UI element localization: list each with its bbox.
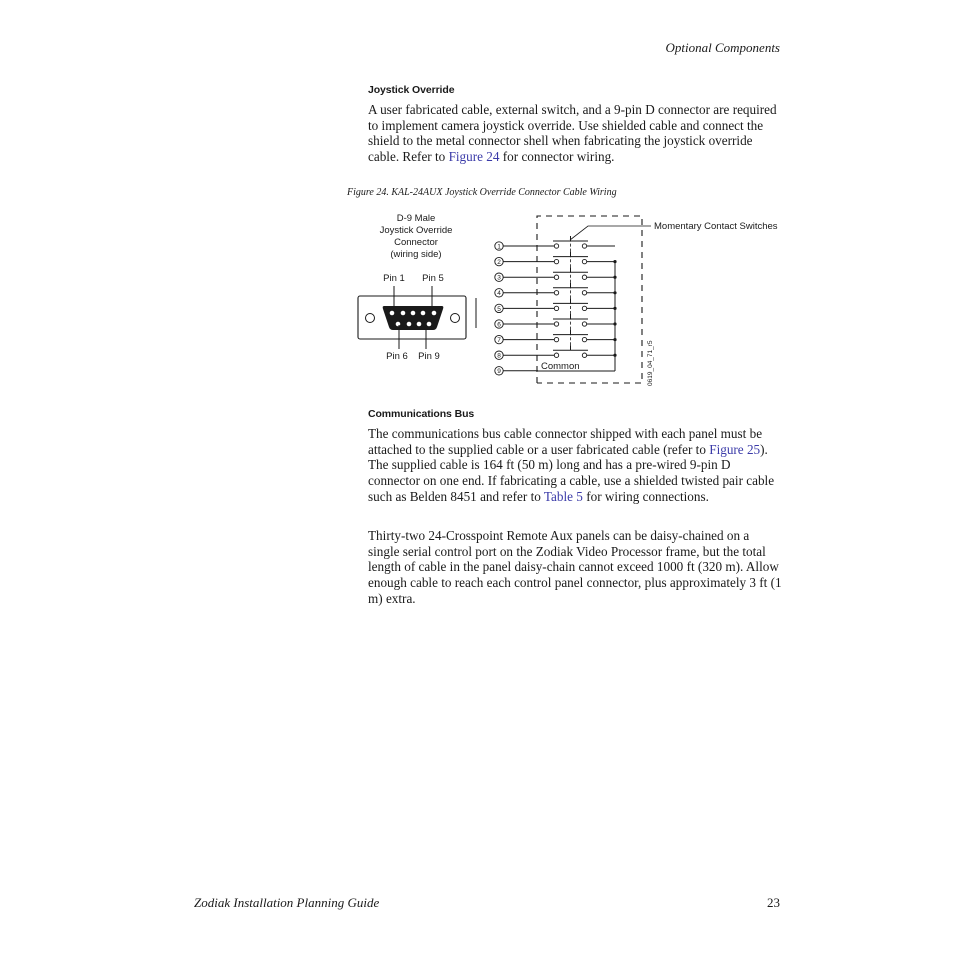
mount-hole-left [366, 314, 375, 323]
figure-24-link[interactable]: Figure 24 [448, 149, 500, 165]
switch-contact-right-7 [582, 337, 586, 341]
running-header: Optional Components [665, 40, 780, 55]
switch-contact-right-3 [582, 275, 586, 279]
pin9-label: Pin 9 [418, 351, 440, 362]
switch-contact-left-5 [554, 306, 558, 310]
section-heading-joystick: Joystick Override [368, 84, 455, 96]
switch-contact-left-7 [554, 337, 558, 341]
connector-label-line1: D-9 Male [396, 213, 436, 224]
common-label: Common [541, 361, 580, 372]
pin-number-2: 2 [497, 259, 501, 266]
pin-hole-top-4 [421, 311, 426, 316]
pin-hole-bottom-6 [396, 322, 401, 327]
footer-guide-title: Zodiak Installation Planning Guide [194, 895, 380, 910]
pin-hole-top-3 [411, 311, 416, 316]
pin1-label: Pin 1 [383, 273, 405, 284]
switches-leader [570, 226, 651, 240]
pin5-label: Pin 5 [422, 273, 444, 284]
switch-contact-left-3 [554, 275, 558, 279]
connector-label-line3: Connector [394, 237, 438, 248]
figure-id: 0619_04_71_r5 [647, 340, 654, 386]
switch-contact-left-1 [554, 244, 558, 248]
section-heading-communications: Communications Bus [368, 408, 475, 420]
pin-number-5: 5 [497, 305, 501, 313]
switch-contact-left-2 [554, 259, 558, 263]
pin-hole-top-5 [432, 311, 437, 316]
wiring-rows [495, 236, 617, 375]
pin-hole-top-2 [401, 311, 406, 316]
pin-hole-bottom-9 [427, 322, 432, 327]
figure-caption: Figure 24. KAL-24AUX Joystick Override Connector Cable Wiring [347, 187, 617, 198]
table-5-link[interactable]: Table 5 [543, 488, 583, 504]
pin6-label: Pin 6 [386, 351, 408, 362]
switch-enclosure [537, 216, 642, 383]
pin-number-6: 6 [497, 321, 501, 329]
pin-number-9: 9 [497, 368, 501, 376]
joystick-text-pre: A user fabricated cable, external switch, and a 9-pin D connector are required to implement camera joystick override. Use shielded cable and connect the shield to the metal connector shell when fabricating the joystick override cable. Refer to [368, 102, 777, 165]
switch-contact-left-6 [554, 322, 558, 326]
joystick-text-post: for connector wiring. [499, 149, 615, 165]
connector-label-line4: (wiring side) [390, 249, 442, 260]
comm-text-2: ). The supplied cable is 164 ft (50 m) long and has a pre-wired 9-pin D connector on one end. If fabricating a cable, use a shielded twisted pair cable such as Belden 8451 and refer to [368, 441, 775, 504]
communications-paragraph-2: Thirty-two 24-Crosspoint Remote Aux panels can be daisy-chained on a single serial control port on the Zodiak Video Processor frame, but the total length of cable in the panel daisy-chain cannot exceed 1000 ft (320 m). Allow enough cable to reach each control panel connector, plus approximately 3 ft (1 m) extra. [368, 528, 782, 606]
connector-label-line2: Joystick Override [379, 225, 453, 236]
pin-hole-bottom-7 [407, 322, 412, 327]
switch-contact-left-8 [554, 353, 558, 357]
switch-contact-right-6 [582, 322, 586, 326]
switch-contact-right-4 [582, 291, 586, 295]
switch-contact-right-8 [582, 353, 586, 357]
switch-contact-right-1 [582, 244, 586, 248]
pin-hole-bottom-8 [417, 322, 422, 327]
page-number: 23 [767, 895, 780, 910]
mount-hole-right [451, 314, 460, 323]
pin-number-8: 8 [497, 352, 501, 360]
pin-number-7: 7 [497, 337, 501, 344]
comm-text-1: The communications bus cable connector shipped with each panel must be attached to the supplied cable or a user fabricated cable (refer to [368, 426, 763, 457]
figure-25-link[interactable]: Figure 25 [709, 441, 761, 457]
switch-contact-right-2 [582, 259, 586, 263]
comm-text-3: for wiring connections. [582, 488, 709, 504]
switches-label: Momentary Contact Switches [654, 221, 778, 232]
pin-number-3: 3 [497, 274, 501, 282]
switch-contact-right-5 [582, 306, 586, 310]
switch-contact-left-4 [554, 291, 558, 295]
pin-number-1: 1 [497, 243, 501, 251]
connector-d-face [383, 306, 444, 330]
pin-hole-top-1 [390, 311, 395, 316]
pin-number-4: 4 [497, 290, 501, 298]
communications-paragraph-1 [368, 426, 782, 505]
